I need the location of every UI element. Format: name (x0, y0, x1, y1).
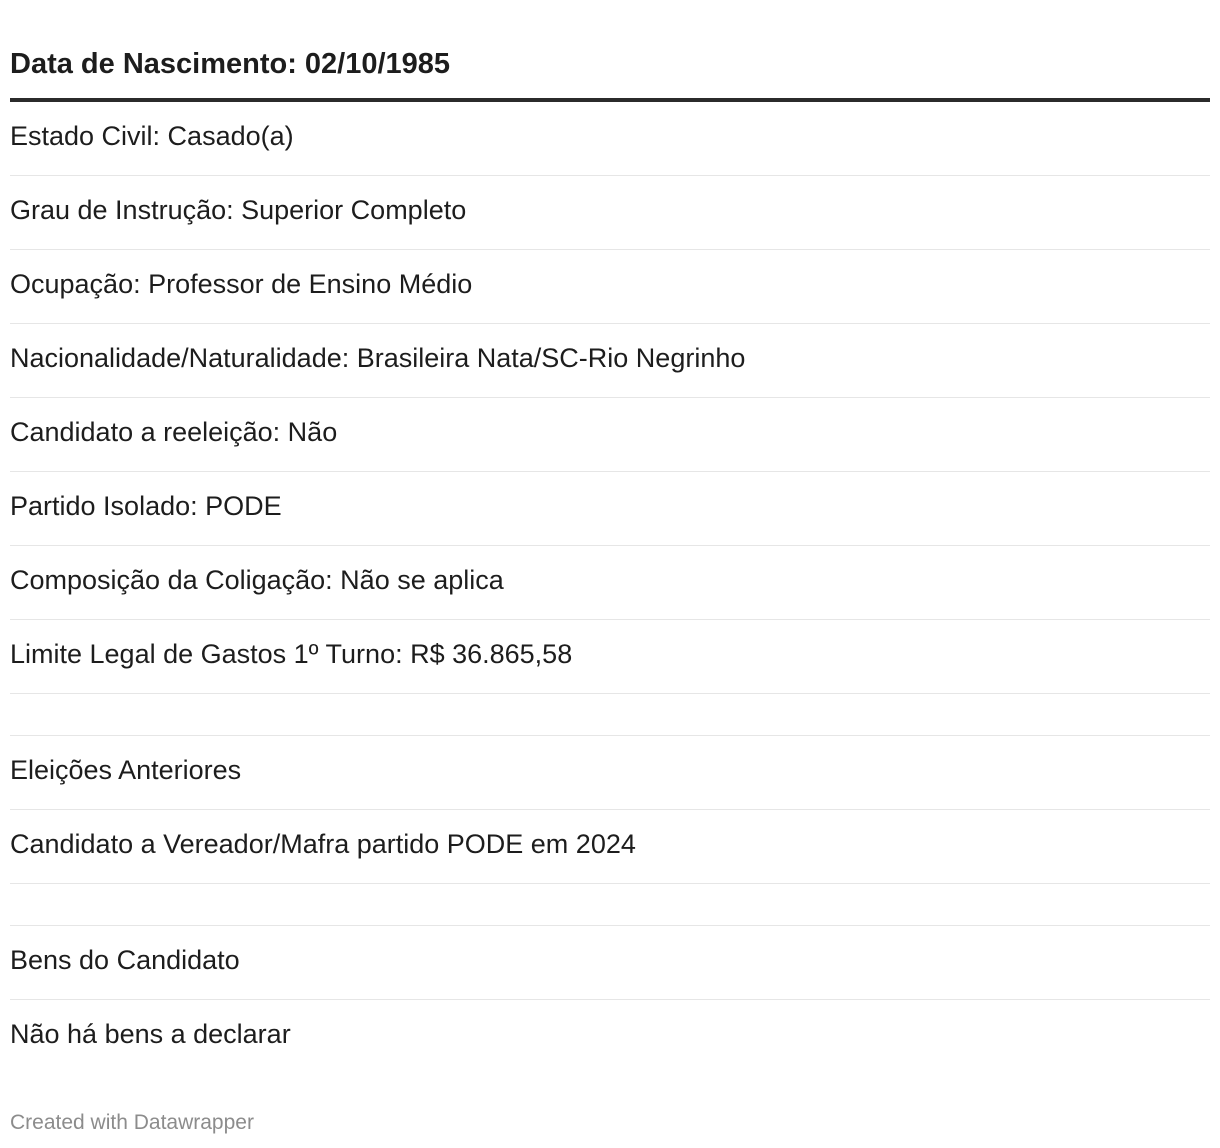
row-reeleicao: Candidato a reeleição: Não (10, 417, 338, 447)
row-ocupacao: Ocupação: Professor de Ensino Médio (10, 269, 473, 299)
table-row-empty (10, 884, 1210, 926)
row-bens-candidato: Bens do Candidato (10, 945, 240, 975)
table-row (10, 324, 1210, 398)
row-bens-declarar: Não há bens a declarar (10, 1019, 291, 1049)
table-row-empty (10, 694, 1210, 736)
row-estado-civil: Estado Civil: Casado(a) (10, 121, 294, 151)
data-table (10, 0, 1210, 1073)
row-limite-gastos: Limite Legal de Gastos 1º Turno: R$ 36.865,58 (10, 639, 573, 669)
table-header-text: Data de Nascimento: 02/10/1985 (10, 48, 451, 80)
table-row (10, 546, 1210, 620)
row-grau-instrucao: Grau de Instrução: Superior Completo (10, 195, 467, 225)
row-coligacao: Composição da Coligação: Não se aplica (10, 565, 504, 595)
table-row (10, 398, 1210, 472)
table-row (10, 102, 1210, 176)
table-row (10, 926, 1210, 1000)
table-row (10, 472, 1210, 546)
table-header (10, 0, 1210, 102)
row-candidato-vereador: Candidato a Vereador/Mafra partido PODE em 2024 (10, 829, 636, 859)
table-row (10, 1000, 1210, 1073)
datawrapper-credit[interactable]: Created with Datawrapper (10, 1111, 254, 1134)
table-row (10, 620, 1210, 694)
table-row (10, 736, 1210, 810)
row-nacionalidade: Nacionalidade/Naturalidade: Brasileira Nata/SC-Rio Negrinho (10, 343, 746, 373)
row-partido: Partido Isolado: PODE (10, 491, 282, 521)
table-row (10, 250, 1210, 324)
table-row (10, 810, 1210, 884)
table-row (10, 176, 1210, 250)
row-eleicoes-anteriores: Eleições Anteriores (10, 755, 242, 785)
